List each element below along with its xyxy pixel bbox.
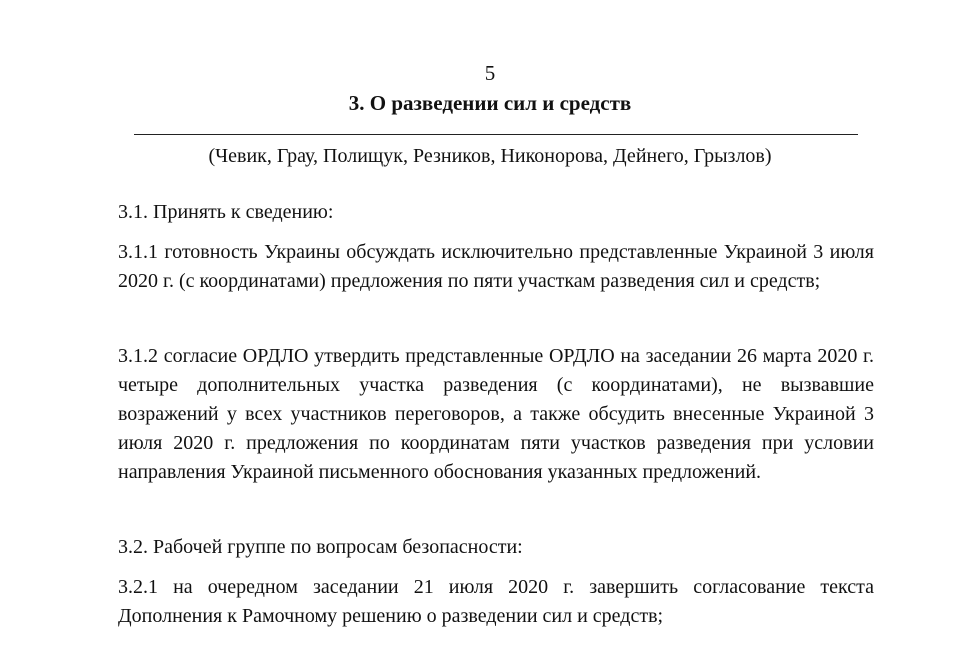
title-divider <box>134 134 858 135</box>
paragraph-3-1 <box>118 198 874 227</box>
page-number: 5 <box>484 61 496 85</box>
paragraph-3-2-1 <box>118 573 874 631</box>
paragraph-text: 3.1. Принять к сведению: <box>118 201 334 223</box>
paragraph-text: 3.1.1 готовность Украины обсуждать исключительно представленные Украиной 3 июля 2020 г. (с координатами) предложения по пяти участкам разведения сил и средств; <box>118 241 874 292</box>
paragraph-3-2 <box>118 533 874 562</box>
paragraph-text: 3.2. Рабочей группе по вопросам безопасности: <box>118 536 523 558</box>
paragraph-3-1-1 <box>118 238 874 296</box>
section-title: 3. О разведении сил и средств <box>348 91 632 115</box>
paragraph-text: 3.2.1 на очередном заседании 21 июля 2020 г. завершить согласование текста Дополнения к Рамочному решению о разведении сил и средств; <box>118 576 874 627</box>
participants-list: (Чевик, Грау, Полищук, Резников, Никонорова, Дейнего, Грызлов) <box>208 145 772 167</box>
paragraph-text: 3.1.2 согласие ОРДЛО утвердить представленные ОРДЛО на заседании 26 марта 2020 г. четыре дополнительных участка разведения (с координатами), не вызвавшие возражений у всех участников переговоров, а также обсудить внесенные Украиной 3 июля 2020 г. предложения по координатам пяти участков разведения при условии направления Украиной письменного обоснования указанных предложений. <box>118 345 874 483</box>
paragraph-3-1-2 <box>118 342 874 487</box>
